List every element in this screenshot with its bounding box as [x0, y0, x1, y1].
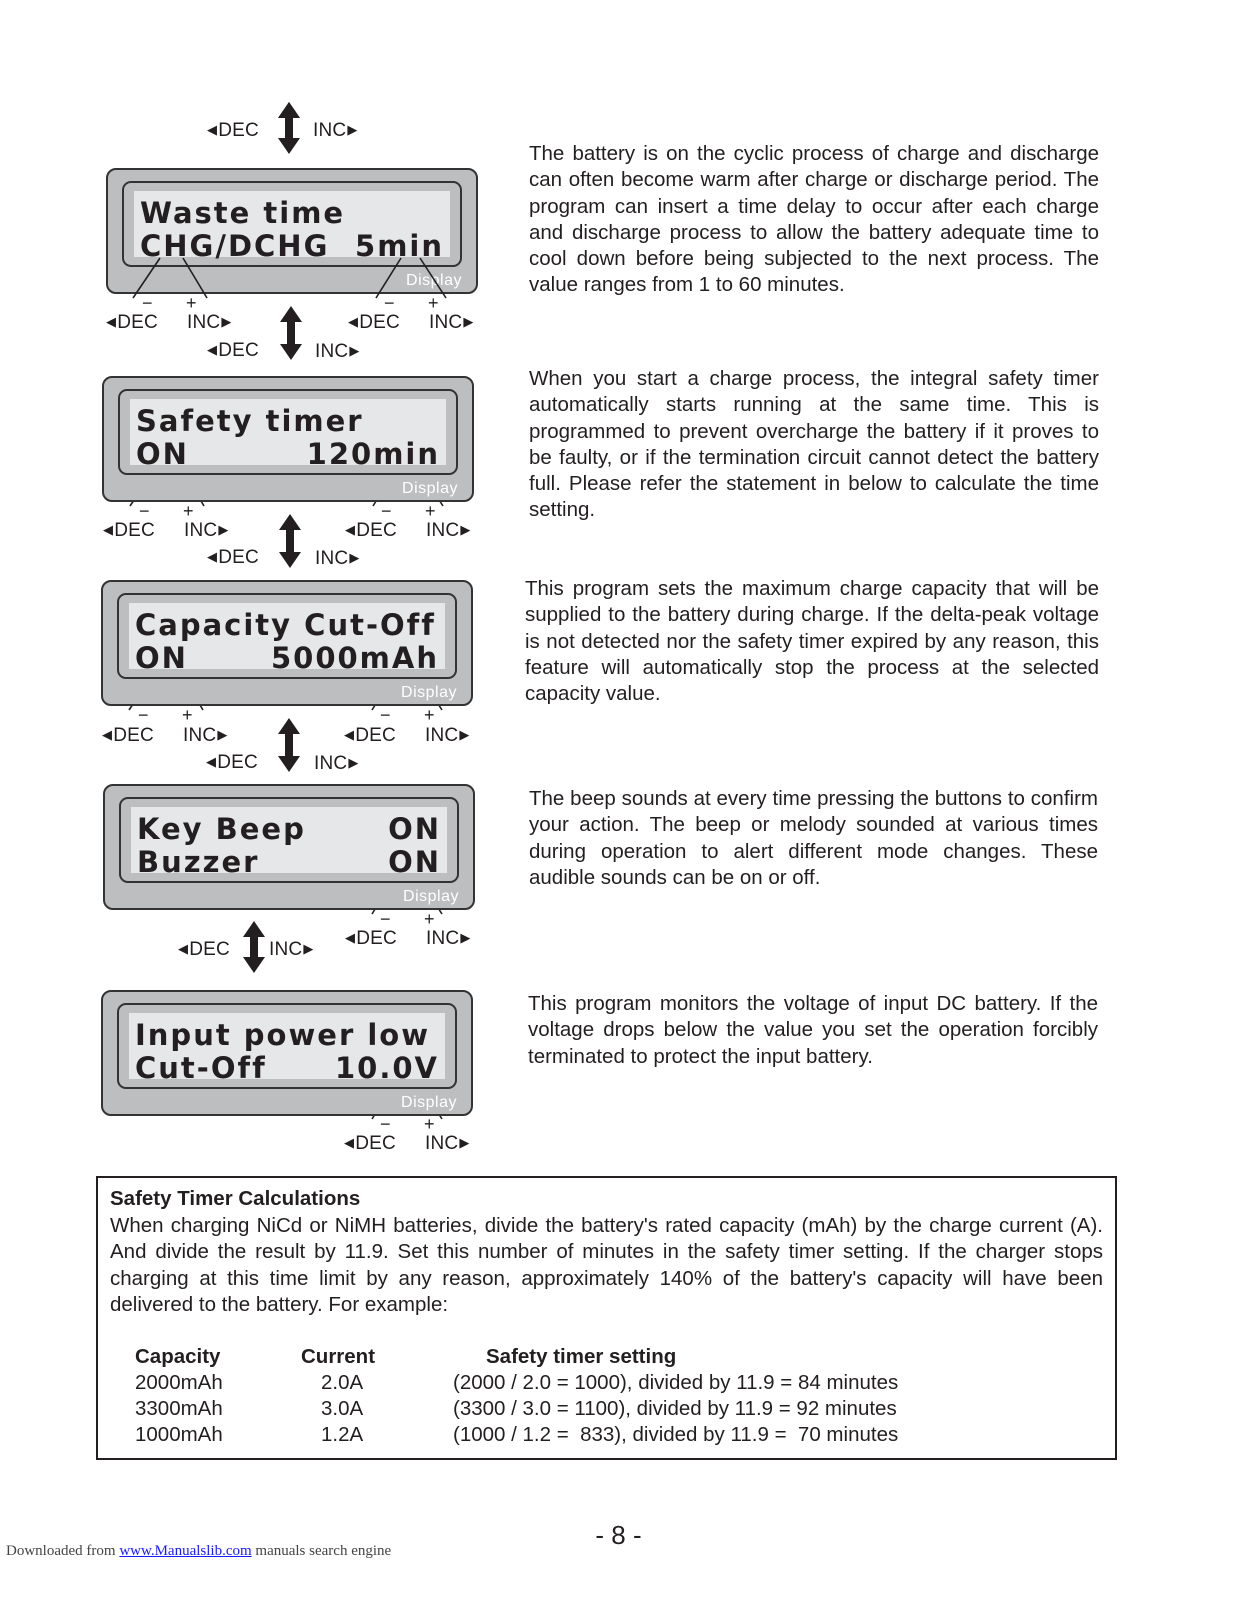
lcd-line1-value: ON	[388, 812, 441, 846]
lcd-capacity-cutoff	[101, 580, 473, 706]
lcd-line1: Input power low	[135, 1018, 430, 1052]
minus-sign: −	[384, 293, 395, 313]
dec-label: ◀ DEC	[348, 312, 400, 334]
page-number: - 8 -	[595, 1520, 642, 1550]
table-header: Safety timer setting	[486, 1345, 677, 1368]
paragraph-waste-time: The battery is on the cyclic process of charge and discharge can often become warm after charge or discharge period. The program can insert a time delay to occur after each charge and discharge process to allow the battery adequate time to cool down before being subjected to the next process. The value ranges from 1 to 60 minutes.	[529, 142, 1099, 297]
lcd-line2: Cut-Off	[135, 1051, 267, 1085]
plus-sign: +	[428, 293, 439, 313]
footer-suffix: manuals search engine	[251, 1543, 392, 1559]
minus-sign: −	[380, 909, 391, 929]
inc-label: INC ▶	[187, 312, 232, 334]
up-down-arrow-icon	[276, 718, 302, 772]
up-down-arrow-icon	[278, 306, 304, 360]
table-cell: 3.0A	[321, 1397, 364, 1420]
display-label: Display	[403, 888, 459, 905]
dec-label: ◀ DEC	[103, 520, 155, 542]
footer-prefix: Downloaded from	[6, 1543, 120, 1559]
table-cell: 2.0A	[321, 1371, 364, 1394]
display-label: Display	[401, 684, 457, 701]
lcd-line1: Safety timer	[136, 404, 364, 438]
dec-nav-label: ◀ DEC	[206, 752, 258, 774]
table-header: Current	[301, 1345, 376, 1368]
up-down-arrow-icon	[277, 514, 303, 568]
minus-sign: −	[381, 501, 392, 521]
table-cell: 3300mAh	[135, 1397, 223, 1420]
table-cell: 1.2A	[321, 1423, 364, 1446]
lcd-line2: CHG/DCHG	[140, 229, 330, 263]
dec-label: ◀ DEC	[344, 725, 396, 747]
dec-label: ◀ DEC	[106, 312, 158, 334]
lcd-key-beep	[103, 784, 475, 910]
table-header: Capacity	[135, 1345, 221, 1368]
table-cell: (1000 / 1.2 = 833), divided by 11.9 = 70 minutes	[453, 1423, 899, 1446]
footer	[6, 1543, 391, 1560]
plus-sign: +	[186, 293, 197, 313]
inc-nav-label: INC ▶	[313, 120, 358, 142]
up-down-arrow-icon	[241, 921, 267, 973]
table-cell: (3300 / 3.0 = 1100), divided by 11.9 = 92 minutes	[453, 1397, 897, 1420]
table-cell: (2000 / 2.0 = 1000), divided by 11.9 = 84 minutes	[453, 1371, 899, 1394]
table-cell: 1000mAh	[135, 1423, 223, 1446]
inc-nav-label: INC ▶	[314, 753, 359, 775]
display-label: Display	[406, 272, 462, 289]
lcd-line2: ON	[136, 437, 189, 471]
plus-sign: +	[424, 909, 435, 929]
display-label: Display	[402, 480, 458, 497]
dec-label: ◀ DEC	[345, 520, 397, 542]
plus-sign: +	[183, 501, 194, 521]
paragraph-safety-timer: When you start a charge process, the integral safety timer automatically starts running at the same time. This is programmed to prevent overcharge the battery if it proves to be faulty, or if the termination circuit cannot detect the battery full. Please refer the statement in below to calculate the time setting.	[529, 367, 1099, 522]
minus-sign: −	[138, 705, 149, 725]
minus-sign: −	[380, 1114, 391, 1134]
dec-nav-label: ◀ DEC	[207, 547, 259, 569]
dec-label: ◀ DEC	[344, 1133, 396, 1155]
display-label: Display	[401, 1094, 457, 1111]
paragraph-input-power: This program monitors the voltage of input DC battery. If the voltage drops below the value you set the operation forcibly terminated to protect the input battery.	[528, 992, 1098, 1068]
box-title: Safety Timer Calculations	[110, 1187, 361, 1210]
inc-label: INC ▶	[426, 928, 471, 950]
inc-label: INC ▶	[183, 725, 228, 747]
lcd-safety-timer	[102, 376, 474, 502]
lcd-line2: ON	[135, 641, 188, 675]
paragraph-capacity-cutoff: This program sets the maximum charge capacity that will be supplied to the battery during charge. If the delta-peak voltage is not detected nor the safety timer expired by any reason, this feature will automatically stop the process at the selected capacity value.	[525, 577, 1099, 706]
table-cell: 2000mAh	[135, 1371, 223, 1394]
plus-sign: +	[424, 705, 435, 725]
lcd-line2-value: 5min	[355, 229, 444, 263]
inc-nav-label: INC ▶	[315, 548, 360, 570]
dec-nav-label: ◀ DEC	[207, 120, 259, 142]
plus-sign: +	[182, 705, 193, 725]
lcd-line1: Key Beep	[137, 812, 306, 846]
inc-label: INC ▶	[184, 520, 229, 542]
inc-label: INC ▶	[426, 520, 471, 542]
lcd-line2-value: 5000mAh	[270, 641, 439, 675]
minus-sign: −	[380, 705, 391, 725]
up-down-arrow-icon	[276, 102, 302, 154]
lcd-line1: Capacity Cut-Off	[135, 608, 436, 642]
lcd-line2: Buzzer	[137, 845, 260, 879]
lcd-line2-value: 10.0V	[335, 1051, 439, 1085]
inc-nav-label: INC ▶	[315, 341, 360, 363]
lcd-waste-time	[106, 168, 478, 294]
dec-nav-label: ◀ DEC	[207, 340, 259, 362]
inc-label: INC ▶	[429, 312, 474, 334]
lcd-line2-value: 120min	[306, 437, 440, 471]
inc-label: INC ▶	[425, 1133, 470, 1155]
lcd-line2-value: ON	[388, 845, 441, 879]
plus-sign: +	[425, 501, 436, 521]
dec-nav-label: ◀ DEC	[178, 939, 230, 961]
footer-link[interactable]: www.Manualslib.com	[119, 1543, 252, 1559]
lcd-line1: Waste time	[140, 196, 346, 230]
minus-sign: −	[142, 293, 153, 313]
lcd-input-power-low	[101, 990, 473, 1116]
box-body: When charging NiCd or NiMH batteries, divide the battery's rated capacity (mAh) by the charge current (A). And divide the result by 11.9. Set this number of minutes in the safety timer setting. If the charger stops charging at this time limit by any reason, approximately 140% of the battery's capacity will have been delivered to the battery. For example:	[110, 1214, 1103, 1316]
dec-label: ◀ DEC	[345, 928, 397, 950]
minus-sign: −	[139, 501, 150, 521]
paragraph-key-beep: The beep sounds at every time pressing the buttons to confirm your action. The beep or melody sounded at various times during operation to alert different mode changes. These audible sounds can be on or off.	[529, 787, 1098, 889]
dec-label: ◀ DEC	[102, 725, 154, 747]
inc-nav-label: INC ▶	[269, 939, 314, 961]
inc-label: INC ▶	[425, 725, 470, 747]
safety-timer-box	[96, 1176, 1117, 1460]
plus-sign: +	[424, 1114, 435, 1134]
